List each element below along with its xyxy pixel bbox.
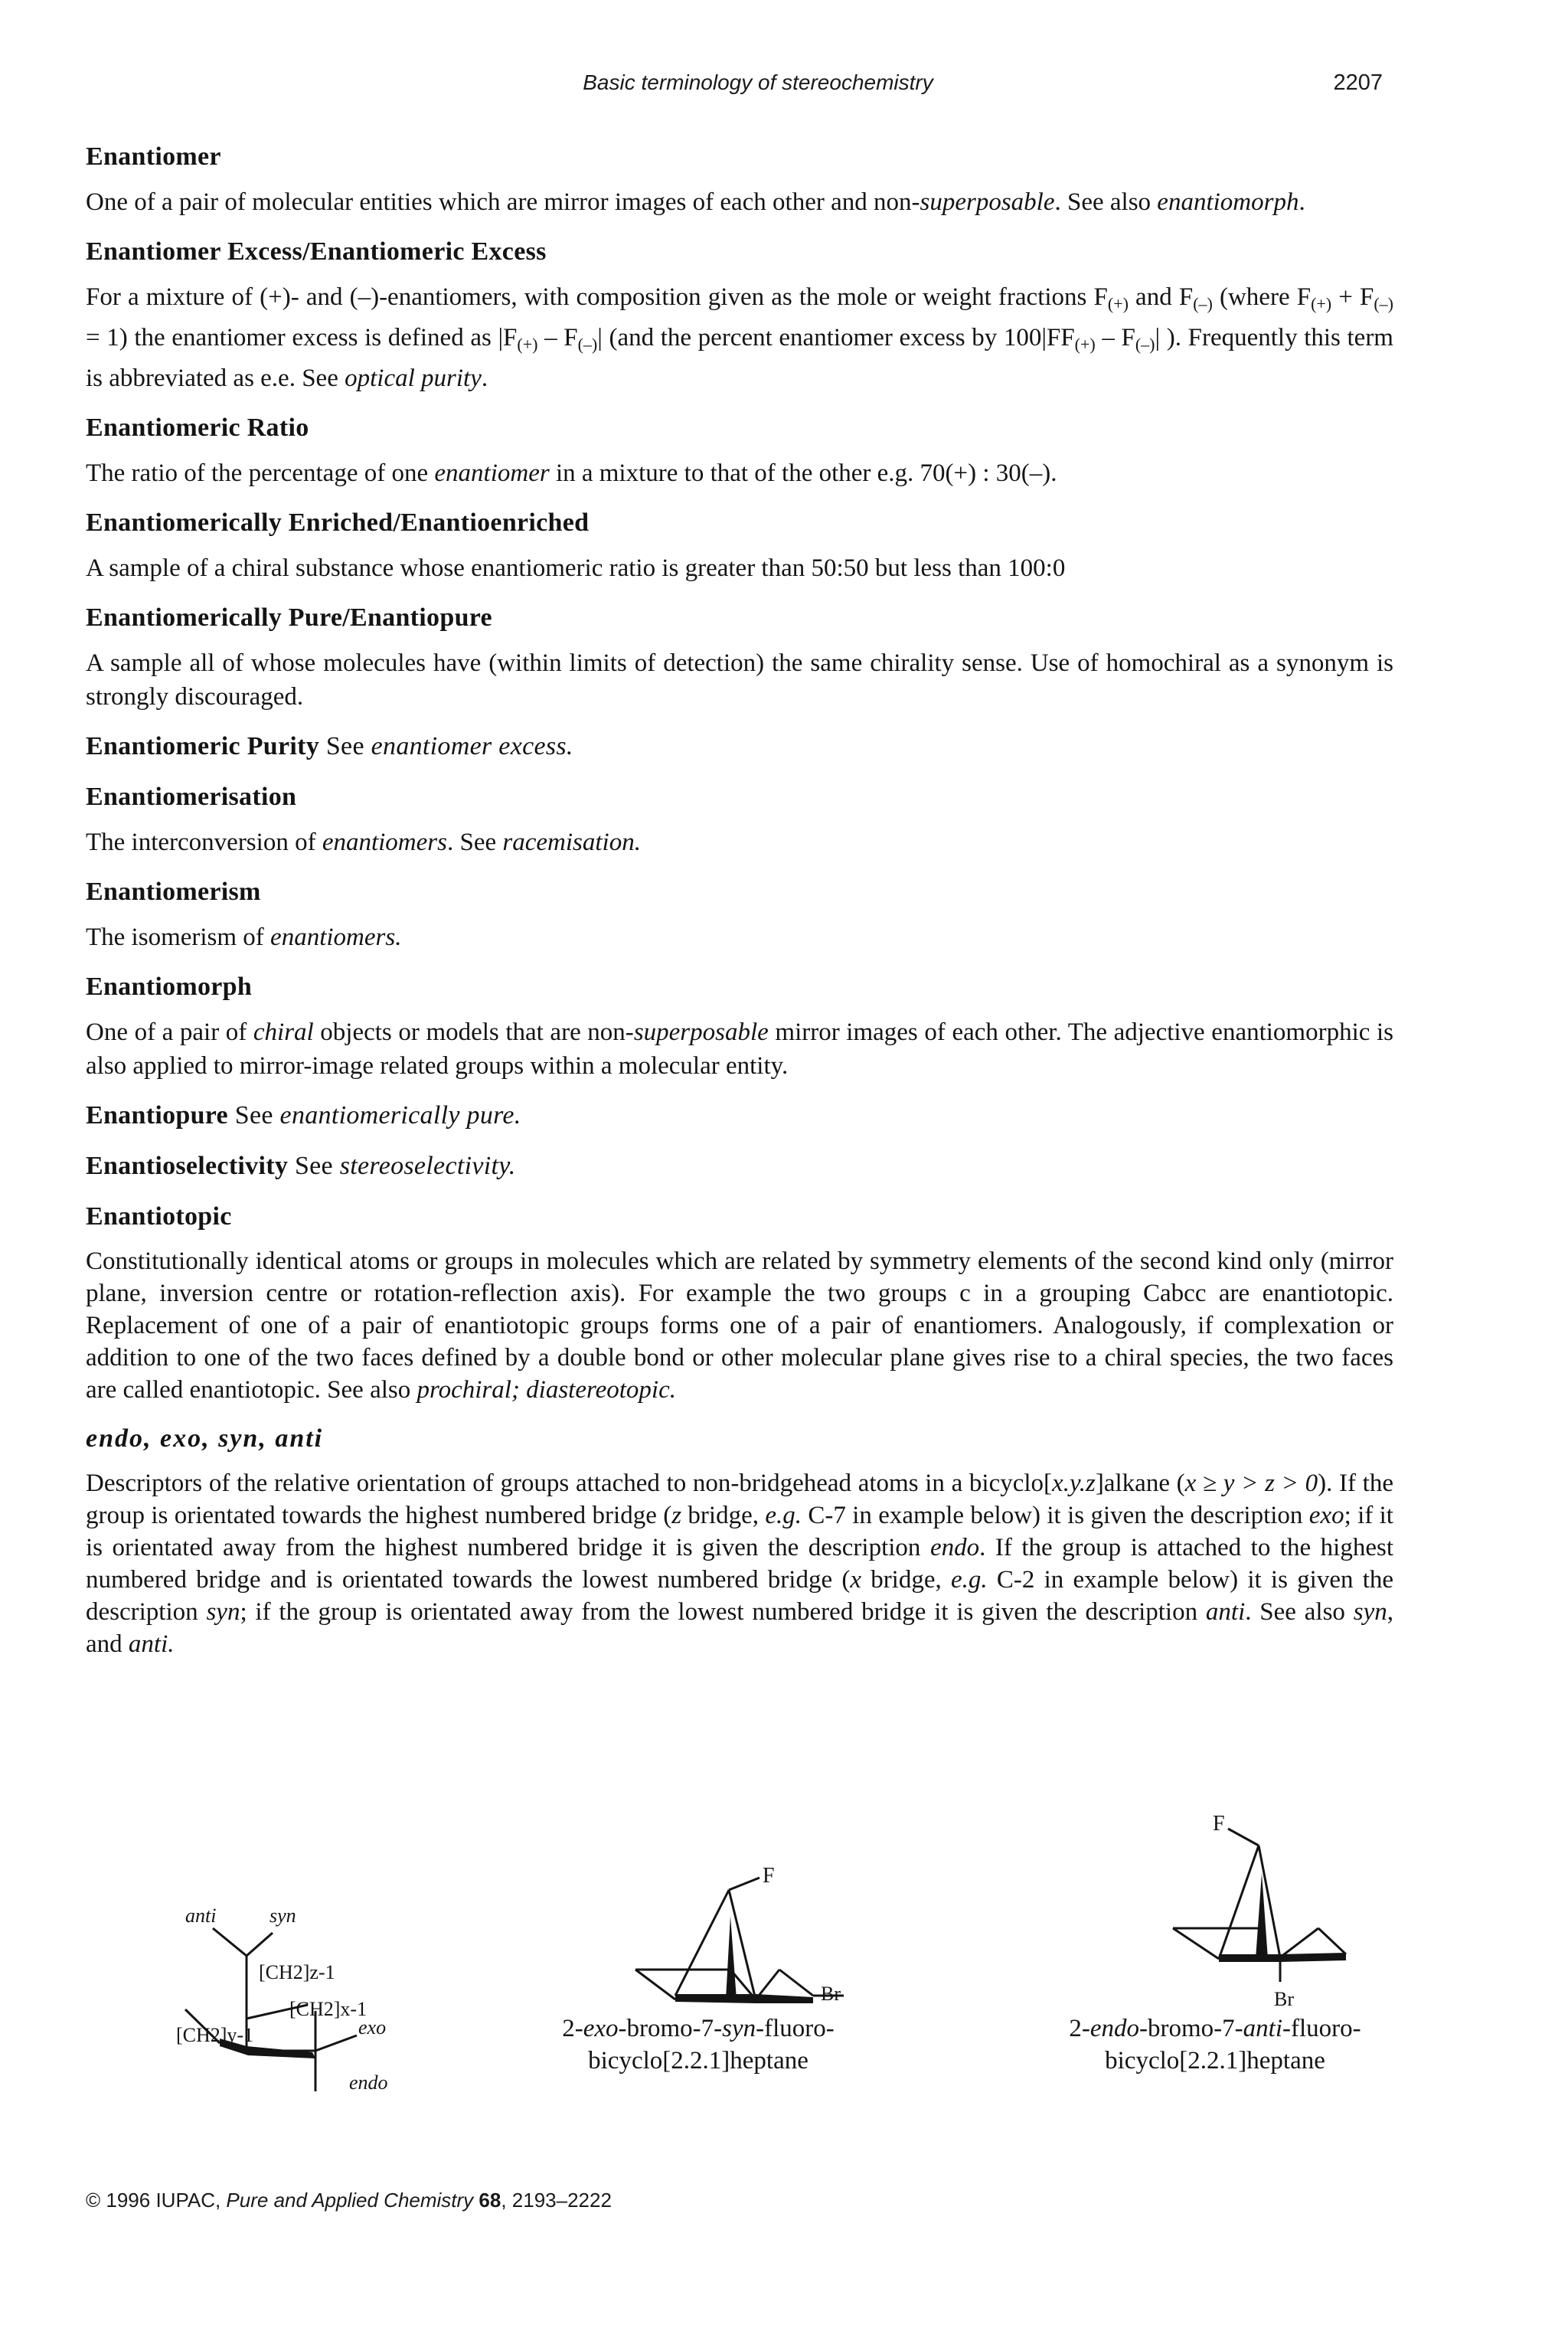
term-enantiomerism: Enantiomerism <box>86 878 261 906</box>
generic-bicycloalkane-diagram <box>86 1842 438 2095</box>
entry-enantiomerically-enriched <box>86 505 1393 585</box>
label-ch2-x: [CH2]x-1 <box>289 1998 368 2020</box>
bicyclo-figure <box>86 1812 1393 2095</box>
label-bromine-right: Br <box>1274 1988 1294 2010</box>
entry-enantiopure <box>86 1098 1393 1133</box>
label-ch2-z: [CH2]z-1 <box>259 1961 335 1983</box>
label-anti: anti <box>185 1905 217 1927</box>
label-fluorine-right: F <box>1213 1812 1225 1836</box>
entry-endo-exo-syn-anti <box>86 1421 1393 1660</box>
entry-enantiomeric-purity <box>86 729 1393 764</box>
entry-enantioselectivity <box>86 1149 1393 1184</box>
definition-enantiomorph: One of a pair of chiral objects or models that are non-superposable mirror images of each other. The adjective enantiomorphic is also applied to mirror-image related groups within a molecular entity. <box>86 1018 1394 1080</box>
term-enantiomeric-purity: Enantiomeric Purity See enantiomer excess. <box>86 732 573 760</box>
running-head: Basic terminology of stereochemistry <box>583 70 933 94</box>
definition-enantiomerisation: The interconversion of enantiomers. See racemisation. <box>86 829 641 856</box>
term-enantiomer: Enantiomer <box>86 142 221 171</box>
term-enantiotopic: Enantiotopic <box>86 1202 232 1231</box>
entry-enantiomeric-ratio <box>86 410 1393 490</box>
endo-bromo-anti-fluoro-diagram <box>1081 1812 1372 1996</box>
definition-enantiomerically-enriched: A sample of a chiral substance whose enantiomeric ratio is greater than 50:50 but less than 100:0 <box>86 554 1066 582</box>
term-enantiomerically-enriched: Enantiomerically Enriched/Enantioenriched <box>86 508 590 537</box>
caption-exo-bromo: 2-exo-bromo-7-syn-fluoro- bicyclo[2.2.1]heptane <box>562 2015 835 2075</box>
label-ch2-y: [CH2]y-1 <box>176 2024 254 2046</box>
term-enantiomerically-pure: Enantiomerically Pure/Enantiopure <box>86 603 492 632</box>
label-bromine: Br <box>821 1983 841 2005</box>
entry-enantiomer-excess <box>86 234 1393 395</box>
entry-enantiomerically-pure <box>86 600 1393 714</box>
exo-bromo-syn-fluoro-diagram <box>553 1842 844 2019</box>
definition-enantiomerically-pure: A sample all of whose molecules have (within limits of detection) the same chirality sense. Use of homochiral as a synonym is strongly discouraged. <box>86 649 1393 711</box>
definition-enantiomer: One of a pair of molecular entities which are mirror images of each other and non-superposable. See also enantiomorph. <box>86 188 1305 216</box>
definition-endo-exo-syn-anti: Descriptors of the relative orientation of groups attached to non-bridgehead atoms in a bicyclo[x.y.z]alkane (x ≥ y > z > 0). If the group is orientated towards the highest numbered bridge (z bridge, e.g. C-7 in example below) it is given the description exo; if it is orientated away from the highest numbered bridge it is given the description endo. If the group is attached to the highest numbered bridge and is orientated towards the lowest numbered bridge (x bridge, e.g. C-2 in example below) it is given the description syn; if the group is orientated away from the lowest numbered bridge it is given the description anti. See also syn, and anti. <box>86 1470 1394 1658</box>
entry-enantiomer <box>86 139 1393 219</box>
term-enantiopure: Enantiopure See enantiomerically pure. <box>86 1101 521 1130</box>
definition-enantiomerism: The isomerism of enantiomers. <box>86 924 402 951</box>
definition-enantiomer-excess: For a mixture of (+)- and (–)-enantiomers, with composition given as the mole or weight fractions $F_{(+)}$ and $F_{(-)}$ (where $F_{(+)} + F_{(-)} = 1$) the enantiomer excess is defined as $|F_{(+)} - F_{(-)}|$ (and the percent enantiomer excess by $100|FF_{(+)} - F_{(-)}|$ ). Frequently this term is abbreviated as e.e. See optical purity. <box>86 283 1394 392</box>
entry-enantiomerism <box>86 875 1393 954</box>
entry-enantiomerisation <box>86 780 1393 859</box>
definition-enantiotopic: Constitutionally identical atoms or groups in molecules which are related by symmetry elements of the second kind only (mirror plane, inversion centre or rotation-reflection axis). For example the two groups c in a grouping Cabcc are enantiotopic. Replacement of one of a pair of enantiotopic groups forms one of a pair of enantiomers. Analogously, if complexation or addition to one of the two faces defined by a double bond or other molecular plane gives rise to a chiral species, the two faces are called enantiotopic. See also prochiral; diastereotopic. <box>86 1247 1393 1404</box>
entry-enantiotopic <box>86 1199 1393 1406</box>
term-endo-exo-syn-anti: endo, exo, syn, anti <box>86 1424 324 1453</box>
label-exo: exo <box>358 2016 387 2039</box>
glossary-content <box>86 139 1393 1676</box>
term-enantiomeric-ratio: Enantiomeric Ratio <box>86 414 309 442</box>
label-syn: syn <box>270 1905 296 1927</box>
entry-enantiomorph <box>86 969 1393 1083</box>
term-enantiomer-excess: Enantiomer Excess/Enantiomeric Excess <box>86 237 547 266</box>
term-enantioselectivity: Enantioselectivity See stereoselectivity. <box>86 1152 516 1180</box>
definition-enantiomeric-ratio: The ratio of the percentage of one enantiomer in a mixture to that of the other e.g. 70(+) : 30(–). <box>86 459 1057 487</box>
page-number: 2207 <box>1333 70 1383 95</box>
term-enantiomerisation: Enantiomerisation <box>86 783 297 811</box>
caption-endo-bromo: 2-endo-bromo-7-anti-fluoro- bicyclo[2.2.1]heptane <box>1069 2015 1361 2075</box>
footer-citation: © 1996 IUPAC, Pure and Applied Chemistry 68, 2193–2222 <box>86 2189 612 2212</box>
term-enantiomorph: Enantiomorph <box>86 973 253 1001</box>
label-endo: endo <box>349 2071 388 2094</box>
label-fluorine: F <box>763 1864 775 1888</box>
